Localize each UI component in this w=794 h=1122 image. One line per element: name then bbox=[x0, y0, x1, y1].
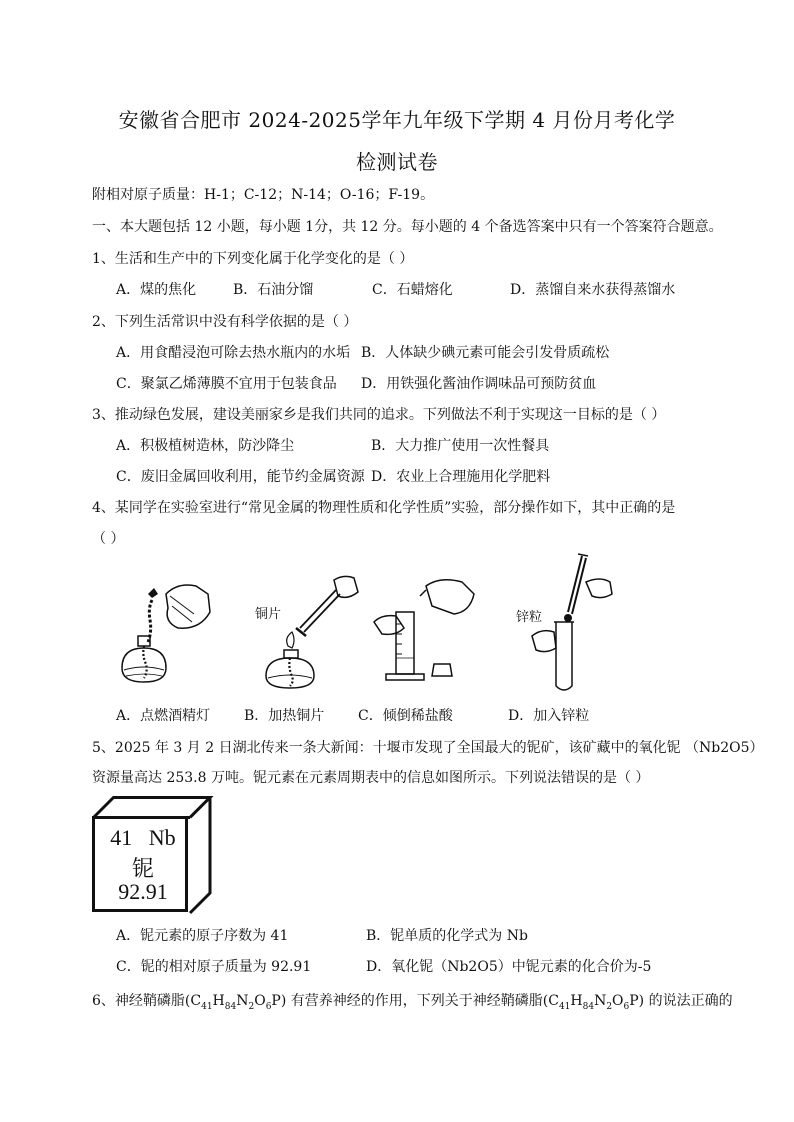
question-4-option-c: C．倾倒稀盐酸 bbox=[358, 708, 453, 724]
question-4-option-a: A．点燃酒精灯 bbox=[116, 708, 211, 724]
question-3-stem: 3、推动绿色发展，建设美丽家乡是我们共同的追求。下列做法不利于实现这一目标的是（ ） bbox=[92, 407, 666, 423]
label-zinc-granule: 锌粒 bbox=[516, 610, 543, 625]
question-2-option-d: D．用铁强化酱油作调味品可预防贫血 bbox=[361, 376, 597, 392]
question-1-option-b: B．石油分馏 bbox=[233, 282, 314, 298]
element-atomic-mass: 92.91 bbox=[118, 879, 168, 904]
figure-pour-dilute-acid bbox=[370, 572, 490, 692]
element-chinese-name: 铌 bbox=[131, 856, 154, 881]
element-niobium-cell bbox=[92, 796, 214, 916]
question-4-stem: 4、某同学在实验室进行“常见金属的物理性质和化学性质”实验，部分操作如下，其中正确的是 bbox=[92, 500, 676, 516]
question-3-option-c: C．废旧金属回收利用，能节约金属资源 bbox=[116, 469, 365, 485]
element-atomic-number: 41 bbox=[110, 825, 133, 850]
question-6-stem: 6、神经鞘磷脂$(C_{41}H_{84}N_2O_6P)$ 有营养神经的作用，下列关于神经鞘磷脂$(C_{41}H_{84}N_2O_6P)$ 的说法正确的 bbox=[92, 993, 733, 1012]
question-3-option-b: B．大力推广使用一次性餐具 bbox=[371, 438, 550, 454]
figure-light-alcohol-lamp bbox=[108, 572, 218, 690]
question-2-stem: 2、下列生活常识中没有科学依据的是（ ） bbox=[92, 314, 358, 330]
exam-title-line1: 安徽省合肥市 2024-2025学年九年级下学期 4 月份月考化学 bbox=[118, 108, 676, 132]
question-2-option-c: C．聚氯乙烯薄膜不宜用于包装食品 bbox=[116, 376, 337, 392]
question-4-option-b: B．加热铜片 bbox=[244, 708, 325, 724]
atomic-mass-note: 附相对原子质量：H-1；C-12；N-14；O-16；F-19。 bbox=[92, 187, 435, 203]
question-5-option-a: A．铌元素的原子序数为 41 bbox=[116, 928, 289, 944]
question-1-option-a: A．煤的焦化 bbox=[116, 282, 197, 298]
figure-add-zinc-granule bbox=[512, 552, 622, 700]
section-instructions: 一、本大题包括 12 小题，每小题 1分，共 12 分。每小题的 4 个备选答案中只有一个答案符合题意。 bbox=[92, 219, 723, 235]
question-4-stem-bracket: （ ） bbox=[92, 531, 125, 547]
element-number-symbol bbox=[95, 825, 191, 851]
question-3-option-d: D．农业上合理施用化学肥料 bbox=[371, 469, 551, 485]
question-5-option-c: C．铌的相对原子质量为 92.91 bbox=[116, 959, 312, 975]
question-5-stem-line2: 资源量高达 253.8 万吨。铌元素在元素周期表中的信息如图所示。下列说法错误的是（ ） bbox=[92, 770, 650, 786]
question-1-option-c: C．石蜡熔化 bbox=[372, 282, 453, 298]
exam-title-line2: 检测试卷 bbox=[356, 150, 438, 174]
question-2-option-a: A．用食醋浸泡可除去热水瓶内的水垢 bbox=[116, 345, 351, 361]
question-5-option-d: D．氧化铌（Nb2O5）中铌元素的化合价为-5 bbox=[366, 959, 652, 975]
question-1-stem: 1、生活和生产中的下列变化属于化学变化的是（ ） bbox=[92, 251, 414, 267]
question-2-option-b: B．人体缺少碘元素可能会引发骨质疏松 bbox=[361, 345, 610, 361]
question-3-option-a: A．积极植树造林，防沙降尘 bbox=[116, 438, 295, 454]
element-symbol: Nb bbox=[148, 825, 176, 850]
question-4-option-d: D．加入锌粒 bbox=[508, 708, 590, 724]
figure-heat-copper-sheet bbox=[244, 570, 364, 690]
question-5-stem: 5、2025 年 3 月 2 日湖北传来一条大新闻：十堰市发现了全国最大的铌矿，该矿藏中的氧化铌 （Nb2O5） bbox=[92, 740, 764, 756]
label-copper-sheet: 铜片 bbox=[255, 607, 282, 622]
element-front-face bbox=[92, 816, 188, 912]
question-1-option-d: D．蒸馏自来水获得蒸馏水 bbox=[510, 282, 676, 298]
question-5-option-b: B．铌单质的化学式为 Nb bbox=[366, 928, 528, 944]
